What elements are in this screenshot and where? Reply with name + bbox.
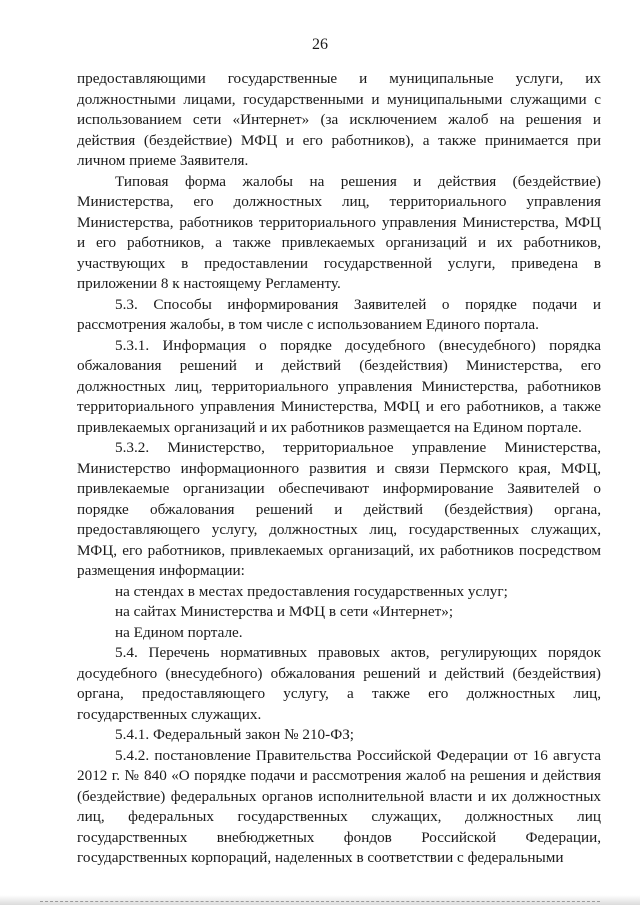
scan-bottom-edge — [0, 895, 640, 905]
paragraph-section-5-4-1: 5.4.1. Федеральный закон № 210-ФЗ; — [115, 726, 355, 743]
paragraph-complaint-submission-continued: предоставляющими государственные и муниципальные услуги, их должностными лицами, государственными и муниципальными служащими с использованием сети «Интернет» (за исключением жалоб на решения и действия (бездействие) МФЦ и его работников), а также принимается при личном приеме Заявителя. — [77, 70, 601, 169]
paragraph-complaint-form: Типовая форма жалобы на решения и действия (бездействие) Министерства, его должностных лиц, территориального управления Министерства, работников территориального управления Министерства, МФЦ и его работников, а также привлекаемых организаций и их работников, участвующих в предоставлении государственной услуги, приведена в приложении 8 к настоящему Регламенту. — [77, 172, 601, 292]
document-body — [77, 69, 601, 869]
list-item-websites: на сайтах Министерства и МФЦ в сети «Интернет»; — [115, 603, 454, 620]
paragraph-section-5-3-1: 5.3.1. Информация о порядке досудебного (внесудебного) порядка обжалования решений и действий (бездействия) Министерства, его должностных лиц, территориального управления Министерства, работников территориального управления Министерства, МФЦ и его работников, а также привлекаемых организаций и их работников размещается на Едином портале. — [77, 336, 601, 436]
page-number: 26 — [312, 36, 328, 53]
paragraph-section-5-3-2: 5.3.2. Министерство, территориальное управление Министерства, Министерство информационного развития и связи Пермского края, МФЦ, привлекаемые организации обеспечивают информирование Заявителей о порядке обжалования решений и действий (бездействия) органа, предоставляющего услугу, должностных лиц, государственных служащих, МФЦ, его работников, привлекаемых организаций, их работников посредством размещения информации: — [77, 439, 601, 579]
paragraph-section-5-4-2: 5.4.2. постановление Правительства Российской Федерации от 16 августа 2012 г. № 840 «О порядке подачи и рассмотрения жалоб на решения и действия (бездействие) федеральных органов исполнительной власти и их должностных лиц, федеральных государственных служащих, должностных лиц государственных внебюджетных фондов Российской Федерации, государственных корпораций, наделенных в соответствии с федеральными — [77, 746, 601, 866]
list-item-unified-portal: на Едином портале. — [115, 623, 243, 641]
paragraph-section-5-3: 5.3. Способы информирования Заявителей о порядке подачи и рассмотрения жалобы, в том числе с использованием Единого портала. — [77, 295, 601, 333]
list-item-stands: на стендах в местах предоставления государственных услуг; — [115, 582, 508, 600]
paragraph-section-5-4: 5.4. Перечень нормативных правовых актов, регулирующих порядок досудебного (внесудебного) обжалования решений и действий (бездействия) органа, предоставляющего услугу, а также его должностных лиц, государственных служащих. — [77, 644, 601, 723]
